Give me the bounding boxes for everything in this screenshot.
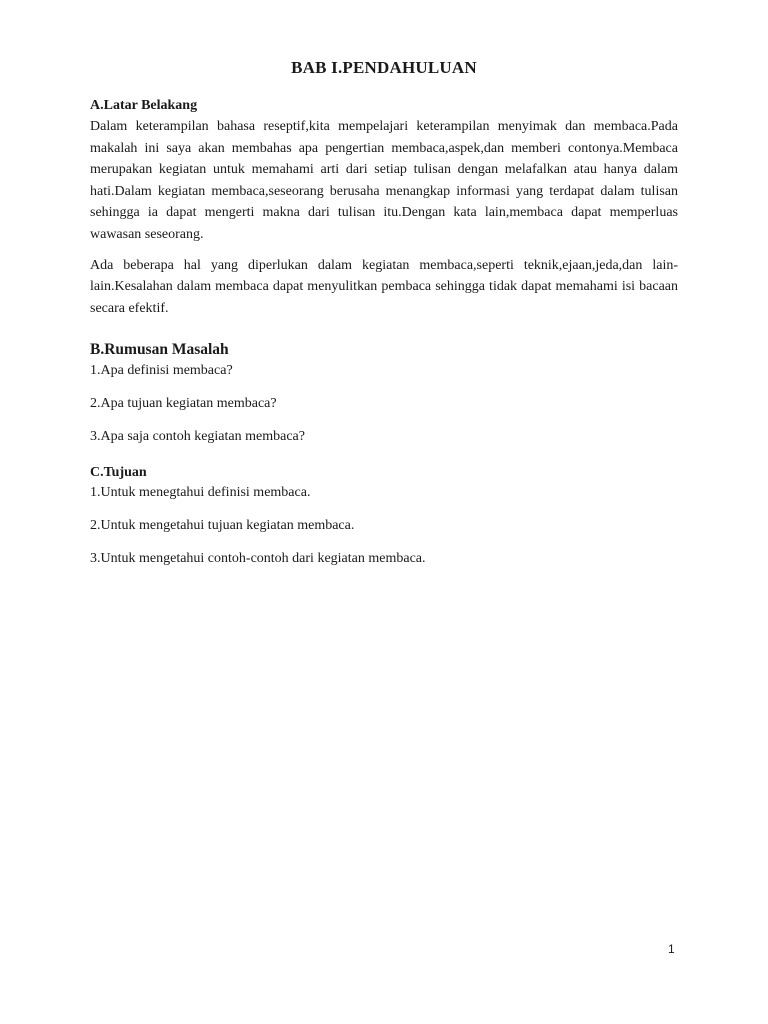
list-item: 3.Apa saja contoh kegiatan membaca? [90,429,305,445]
section-rumusan-masalah [90,339,678,447]
paragraph-2: Ada beberapa hal yang diperlukan dalam kegiatan membaca,seperti teknik,ejaan,jeda,dan lain-lain.Kesalahan dalam membaca dapat menyulitkan pembaca sehingga tidak dapat memahami isi bacaan secara efektif. [90,257,678,316]
paragraph-gap [90,246,678,255]
list-item: 3.Untuk mengetahui contoh-contoh dari kegiatan membaca. [90,551,426,567]
document-page [90,58,678,569]
section-tujuan [90,463,678,569]
paragraph-1: Dalam keterampilan bahasa reseptif,kita mempelajari keterampilan menyimak dan membaca.Pada makalah ini saya akan membahas apa pengertian membaca,aspek,dan memberi contonya.Membaca merupakan kegiatan untuk memahami arti dari setiap tulisan dengan melafalkan atau hanya dalam hati.Dalam kegiatan membaca,seseorang berusaha menangkap informasi yang terdapat dalam tulisan sehingga ia dapat mengerti makna dari tulisan itu.Dengan kata lain,membaca dapat memperluas wawasan seseorang. [90,119,678,242]
list-item: 1.Untuk menegtahui definisi membaca. [90,485,311,501]
section-b-heading: B.Rumusan Masalah [90,341,229,359]
list-item: 2.Apa tujuan kegiatan membaca? [90,396,277,412]
section-a-heading: A.Latar Belakang [90,98,198,113]
section-latar-belakang [90,96,678,319]
document-title: BAB I.PENDAHULUAN [291,58,477,77]
section-c-heading: C.Tujuan [90,465,147,481]
list-item: 1.Apa definisi membaca? [90,363,233,379]
list-item: 2.Untuk mengetahui tujuan kegiatan membaca. [90,518,355,534]
page-number: 1 [668,942,675,956]
